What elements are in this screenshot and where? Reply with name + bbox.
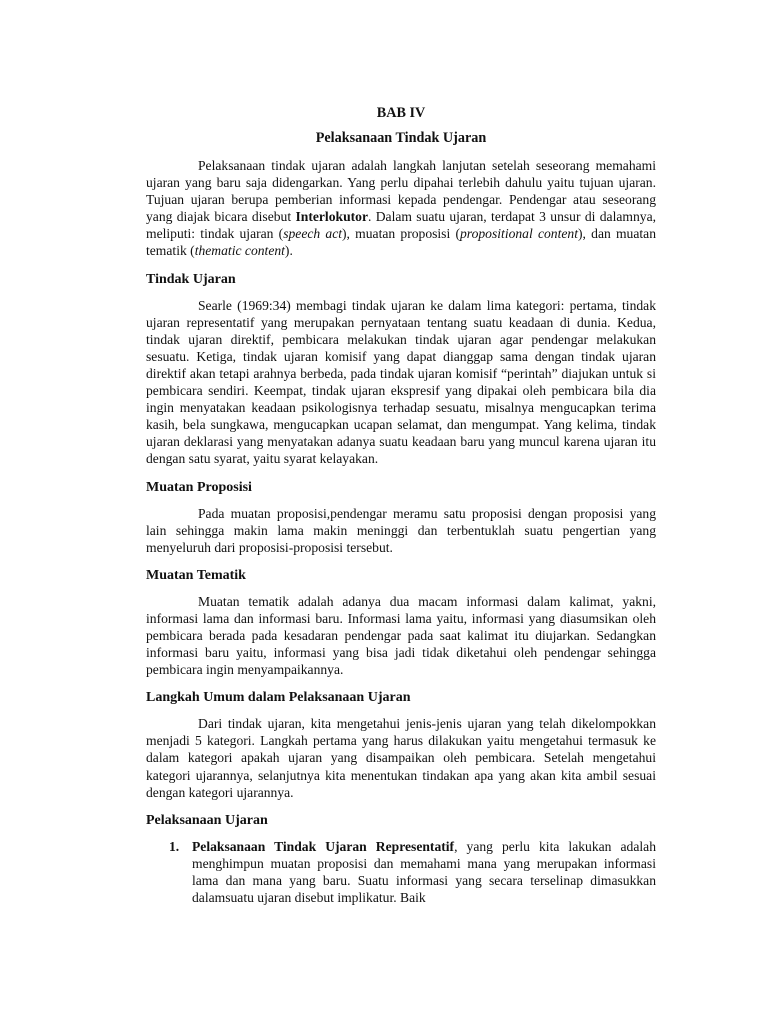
intro-text-2: . Dalam suatu ujaran, terdapat 3 unsur di dalamnya, meliputi: tindak ujaran ( [146, 209, 656, 242]
section-paragraph-muatan-proposisi: Pada muatan proposisi,pendengar meramu satu proposisi dengan proposisi yang lain sehingga makin lama makin meninggi dan terbentuklah suatu pengertian yang menyeluruh dari proposisi-proposisi tersebut. [146, 505, 656, 555]
intro-italic-thematic-content: thematic content [194, 243, 285, 259]
section-heading-muatan-proposisi: Muatan Proposisi [146, 479, 252, 495]
numbered-list [146, 838, 656, 906]
list-item-text [192, 838, 656, 906]
intro-text-4: ), dan muatan tematik ( [146, 226, 656, 259]
list-item [146, 838, 656, 906]
intro-bold-term: Interlokutor [295, 209, 368, 225]
section-paragraph-langkah-umum: Dari tindak ujaran, kita mengetahui jenis-jenis ujaran yang telah dikelompokkan menjadi 5 kategori. Langkah pertama yang harus dilakukan yaitu mengetahui termasuk ke dalam kategori apakah ujaran yang disampaikan oleh pembicara. Setelah mengetahui kategori ujarannya, selanjutnya kita menentukan tindakan apa yang akan kita ambil sesuai dengan kategori ujarannya. [146, 716, 656, 800]
list-item-bold-term: Pelaksanaan Tindak Ujaran Representatif [192, 838, 455, 854]
section-heading-tindak-ujaran: Tindak Ujaran [146, 271, 236, 287]
section-paragraph-tindak-ujaran: Searle (1969:34) membagi tindak ujaran ke dalam lima kategori: pertama, tindak ujaran representatif yang merupakan pernyataan tentang suatu keadaan di dunia. Kedua, tindak ujaran direktif, pembicara melakukan tindak ujaran agar pendengar melakukan sesuatu. Ketiga, tindak ujaran komisif yang dapat dianggap sama dengan tindak ujaran direktif akan tetapi arahnya berbeda, pada tindak ujaran komisif “perintah” diajukan untuk si pembicara sendiri. Keempat, tindak ujaran ekspresif yang dipakai oleh pembicara bila dia ingin menyatakan keadaan psikologisnya terhadap sesuatu, misalnya mengucapkan terima kasih, bela sungkawa, mengucapkan ucapan selamat, dan mengumpat. Yang kelima, tindak ujaran deklarasi yang menyatakan adanya suatu keadaan baru yang muncul karena ujaran itu dengan satu syarat, yaitu syarat kelayakan. [146, 297, 656, 467]
intro-italic-propositional-content: propositional content [460, 226, 578, 242]
section-paragraph-muatan-tematik: Muatan tematik adalah adanya dua macam informasi dalam kalimat, yakni, informasi lama dan informasi baru. Informasi lama yaitu, informasi yang diasumsikan oleh pembicara berada pada kesadaran pendengar pada saat kalimat itu diujarkan. Sedangkan informasi baru yaitu, informasi yang bisa jadi tidak diketahui oleh pendengar sehingga pembicara ingin menyampaikannya. [146, 593, 656, 678]
intro-paragraph [146, 157, 656, 260]
chapter-title: BAB IV [376, 105, 426, 121]
section-heading-pelaksanaan-ujaran: Pelaksanaan Ujaran [146, 812, 268, 828]
intro-text-1: Pelaksanaan tindak ujaran adalah langkah lanjutan setelah seseorang memahami ujaran yang baru saja didengarkan. Yang perlu dipahai terlebih dahulu yaitu tujuan ujaran. Tujuan ujaran berupa pemberian informasi kepada pendengar. Pendengar atau seseorang yang diajak bicara disebut [146, 158, 656, 225]
list-item-number: 1. [169, 838, 180, 854]
list-item-body: , yang perlu kita lakukan adalah menghimpun muatan proposisi dan memahami mana yang merupakan informasi lama dan mana yang baru. Suatu informasi yang secara terselinap dimasukkan dalamsuatu ujaran disebut implikatur. Baik [192, 838, 656, 905]
section-heading-muatan-tematik: Muatan Tematik [146, 567, 246, 583]
intro-italic-speech-act: speech act [283, 226, 343, 242]
document-title: Pelaksanaan Tindak Ujaran [315, 130, 487, 146]
section-heading-langkah-umum: Langkah Umum dalam Pelaksanaan Ujaran [146, 690, 411, 706]
intro-text-3: ), muatan proposisi ( [342, 226, 460, 242]
intro-text-5: ). [284, 243, 293, 259]
